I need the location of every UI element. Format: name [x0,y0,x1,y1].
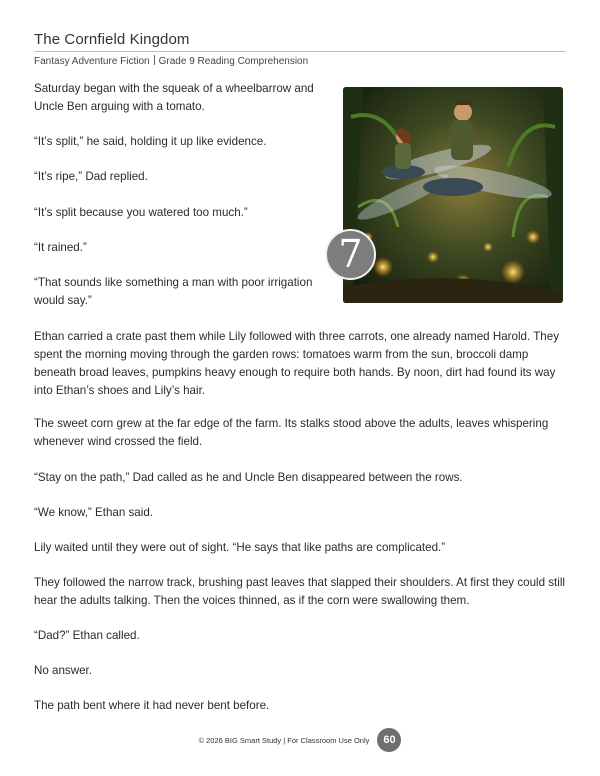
page-subtitle [34,55,308,67]
paragraph: “Dad?” Ethan called. [34,629,140,642]
page-number-badge: 60 [377,728,401,752]
chapter-illustration [343,87,563,303]
paragraph: “It’s split,” he said, holding it up like evidence. [34,135,267,148]
paragraph: “That sounds like something a man with poor irrigation would say.” [34,276,313,307]
paragraph: Ethan carried a crate past them while Lily followed with three carrots, one already named Harold. They spent the morning moving through the garden rows: tomatoes warm from the sun, broccoli damp beneath broad leaves, pumpkins heavy enough to require both hands. By noon, dirt had found its way into Ethan’s shoes and Lily’s hair. [34,330,559,397]
paragraph: “It’s ripe,” Dad replied. [34,170,148,183]
title-divider [34,51,566,52]
paragraph: They followed the narrow track, brushing past leaves that slapped their shoulders. At first they could still hear the adults talking. Then the voices thinned, as if the corn were swallowing them. [34,576,566,607]
grade-label: Grade 9 Reading Comprehension [158,56,309,67]
footer-copyright: © 2026 BIG Smart Study | For Classroom Use Only [198,735,370,745]
paragraph: “It rained.” [34,241,87,254]
paragraph: Saturday began with the squeak of a wheelbarrow and Uncle Ben arguing with a tomato. [34,82,314,113]
paragraph: The path bent where it had never bent before. [34,699,270,712]
page-footer [0,728,600,752]
paragraph: “Stay on the path,” Dad called as he and Uncle Ben disappeared between the rows. [34,471,463,484]
paragraph: The sweet corn grew at the far edge of the farm. Its stalks stood above the adults, leaves whispering whenever wind crossed the field. [34,417,549,448]
paragraph: No answer. [34,664,92,677]
genre-label: Fantasy Adventure Fiction [34,56,150,67]
paragraph: “We know,” Ethan said. [34,506,153,519]
page-title: The Cornfield Kingdom [34,31,190,48]
subtitle-separator [154,55,155,65]
paragraph: “It’s split because you watered too much.” [34,206,248,219]
chapter-number-badge: 7 [325,229,376,280]
paragraph: Lily waited until they were out of sight. “He says that like paths are complicated.” [34,541,446,554]
